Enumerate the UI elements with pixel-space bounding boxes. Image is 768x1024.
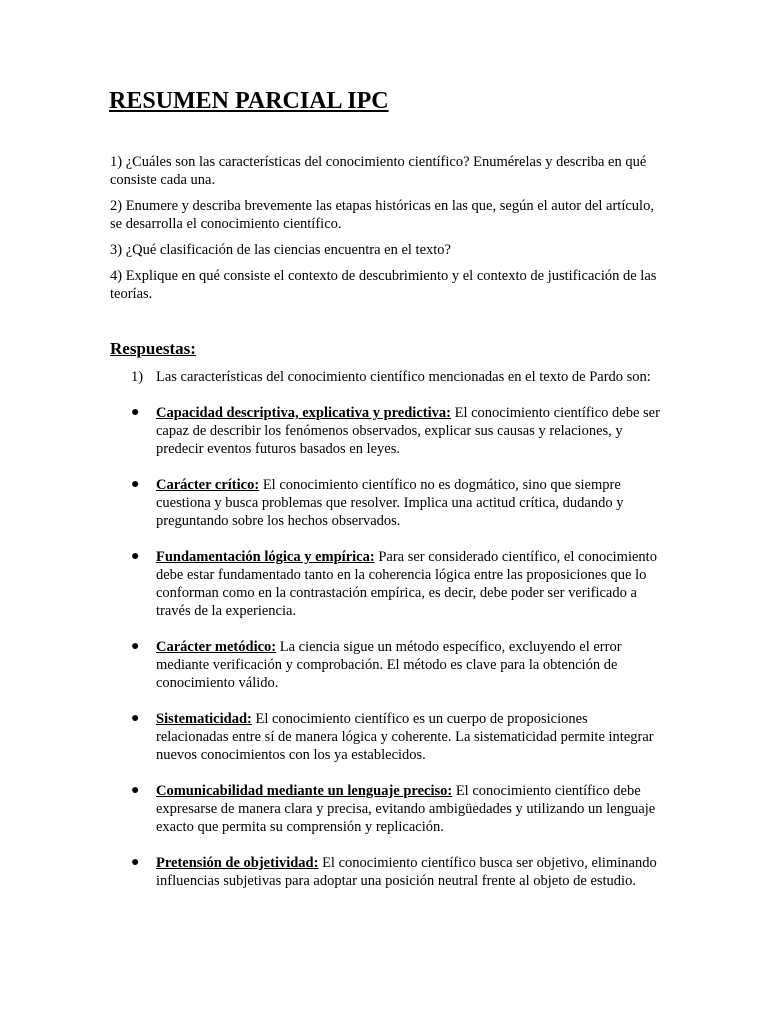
bullet-text: El conocimiento científico es un cuerpo de proposiciones relacionadas entre sí de manera lógica y coherente. La sistematicidad permite integrar nuevos conocimientos con los ya establecidos. — [156, 711, 654, 763]
bullet-term: Capacidad descriptiva, explicativa y predictiva: — [156, 405, 451, 421]
list-item — [131, 404, 662, 458]
bullet-icon: ● — [131, 711, 140, 726]
bullet-text: El conocimiento científico no es dogmático, sino que siempre cuestiona y busca problemas que resolver. Implica una actitud crítica, dudando y preguntando sobre los hechos observados. — [156, 477, 624, 529]
list-item — [131, 638, 662, 692]
bullet-icon: ● — [131, 639, 140, 654]
answer-1-text: Las características del conocimiento científico mencionadas en el texto de Pardo son: — [156, 369, 651, 385]
bullet-term: Sistematicidad: — [156, 711, 252, 727]
question-1: 1) ¿Cuáles son las características del conocimiento científico? Enumérelas y describa en qué consiste cada una. — [110, 154, 647, 188]
bullet-text: El conocimiento científico debe ser capaz de describir los fenómenos observados, explicar sus causas y relaciones, y predecir eventos futuros basados en leyes. — [156, 405, 660, 457]
answer-1-number: 1) — [131, 369, 144, 385]
answers-heading: Respuestas: — [110, 339, 196, 358]
list-item — [131, 782, 662, 836]
bullet-icon: ● — [131, 855, 140, 870]
list-item — [131, 854, 662, 890]
bullet-term: Carácter crítico: — [156, 477, 260, 493]
bullet-text: La ciencia sigue un método específico, excluyendo el error mediante verificación y comprobación. El método es clave para la obtención de conocimiento válido. — [156, 639, 622, 691]
question-2: 2) Enumere y describa brevemente las etapas históricas en las que, según el autor del artículo, se desarrolla el conocimiento científico. — [110, 198, 654, 232]
characteristics-list — [131, 404, 662, 908]
list-item — [131, 476, 662, 530]
bullet-icon: ● — [131, 549, 140, 564]
questions-list — [110, 153, 658, 311]
list-item — [131, 548, 662, 620]
document-title: RESUMEN PARCIAL IPC — [109, 88, 389, 114]
bullet-term: Carácter metódico: — [156, 639, 277, 655]
bullet-text: El conocimiento científico debe expresarse de manera clara y precisa, evitando ambigüedades y utilizando un lenguaje exacto que permita su comprensión y replicación. — [156, 783, 656, 835]
bullet-icon: ● — [131, 477, 140, 492]
answer-1 — [131, 368, 661, 386]
bullet-icon: ● — [131, 783, 140, 798]
question-4: 4) Explique en qué consiste el contexto de descubrimiento y el contexto de justificación de las teorías. — [110, 268, 657, 302]
bullet-text: El conocimiento científico busca ser objetivo, eliminando influencias subjetivas para adoptar una posición neutral frente al objeto de estudio. — [156, 855, 657, 889]
bullet-text: Para ser considerado científico, el conocimiento debe estar fundamentado tanto en la coherencia lógica entre las proposiciones que lo conforman como en la contrastación empírica, es decir, debe poder ser verificado a través de la experiencia. — [156, 549, 657, 619]
list-item — [131, 710, 662, 764]
bullet-icon: ● — [131, 405, 140, 420]
bullet-term: Comunicabilidad mediante un lenguaje preciso: — [156, 783, 453, 799]
question-3: 3) ¿Qué clasificación de las ciencias encuentra en el texto? — [110, 242, 451, 258]
bullet-term: Pretensión de objetividad: — [156, 855, 319, 871]
bullet-term: Fundamentación lógica y empírica: — [156, 549, 375, 565]
